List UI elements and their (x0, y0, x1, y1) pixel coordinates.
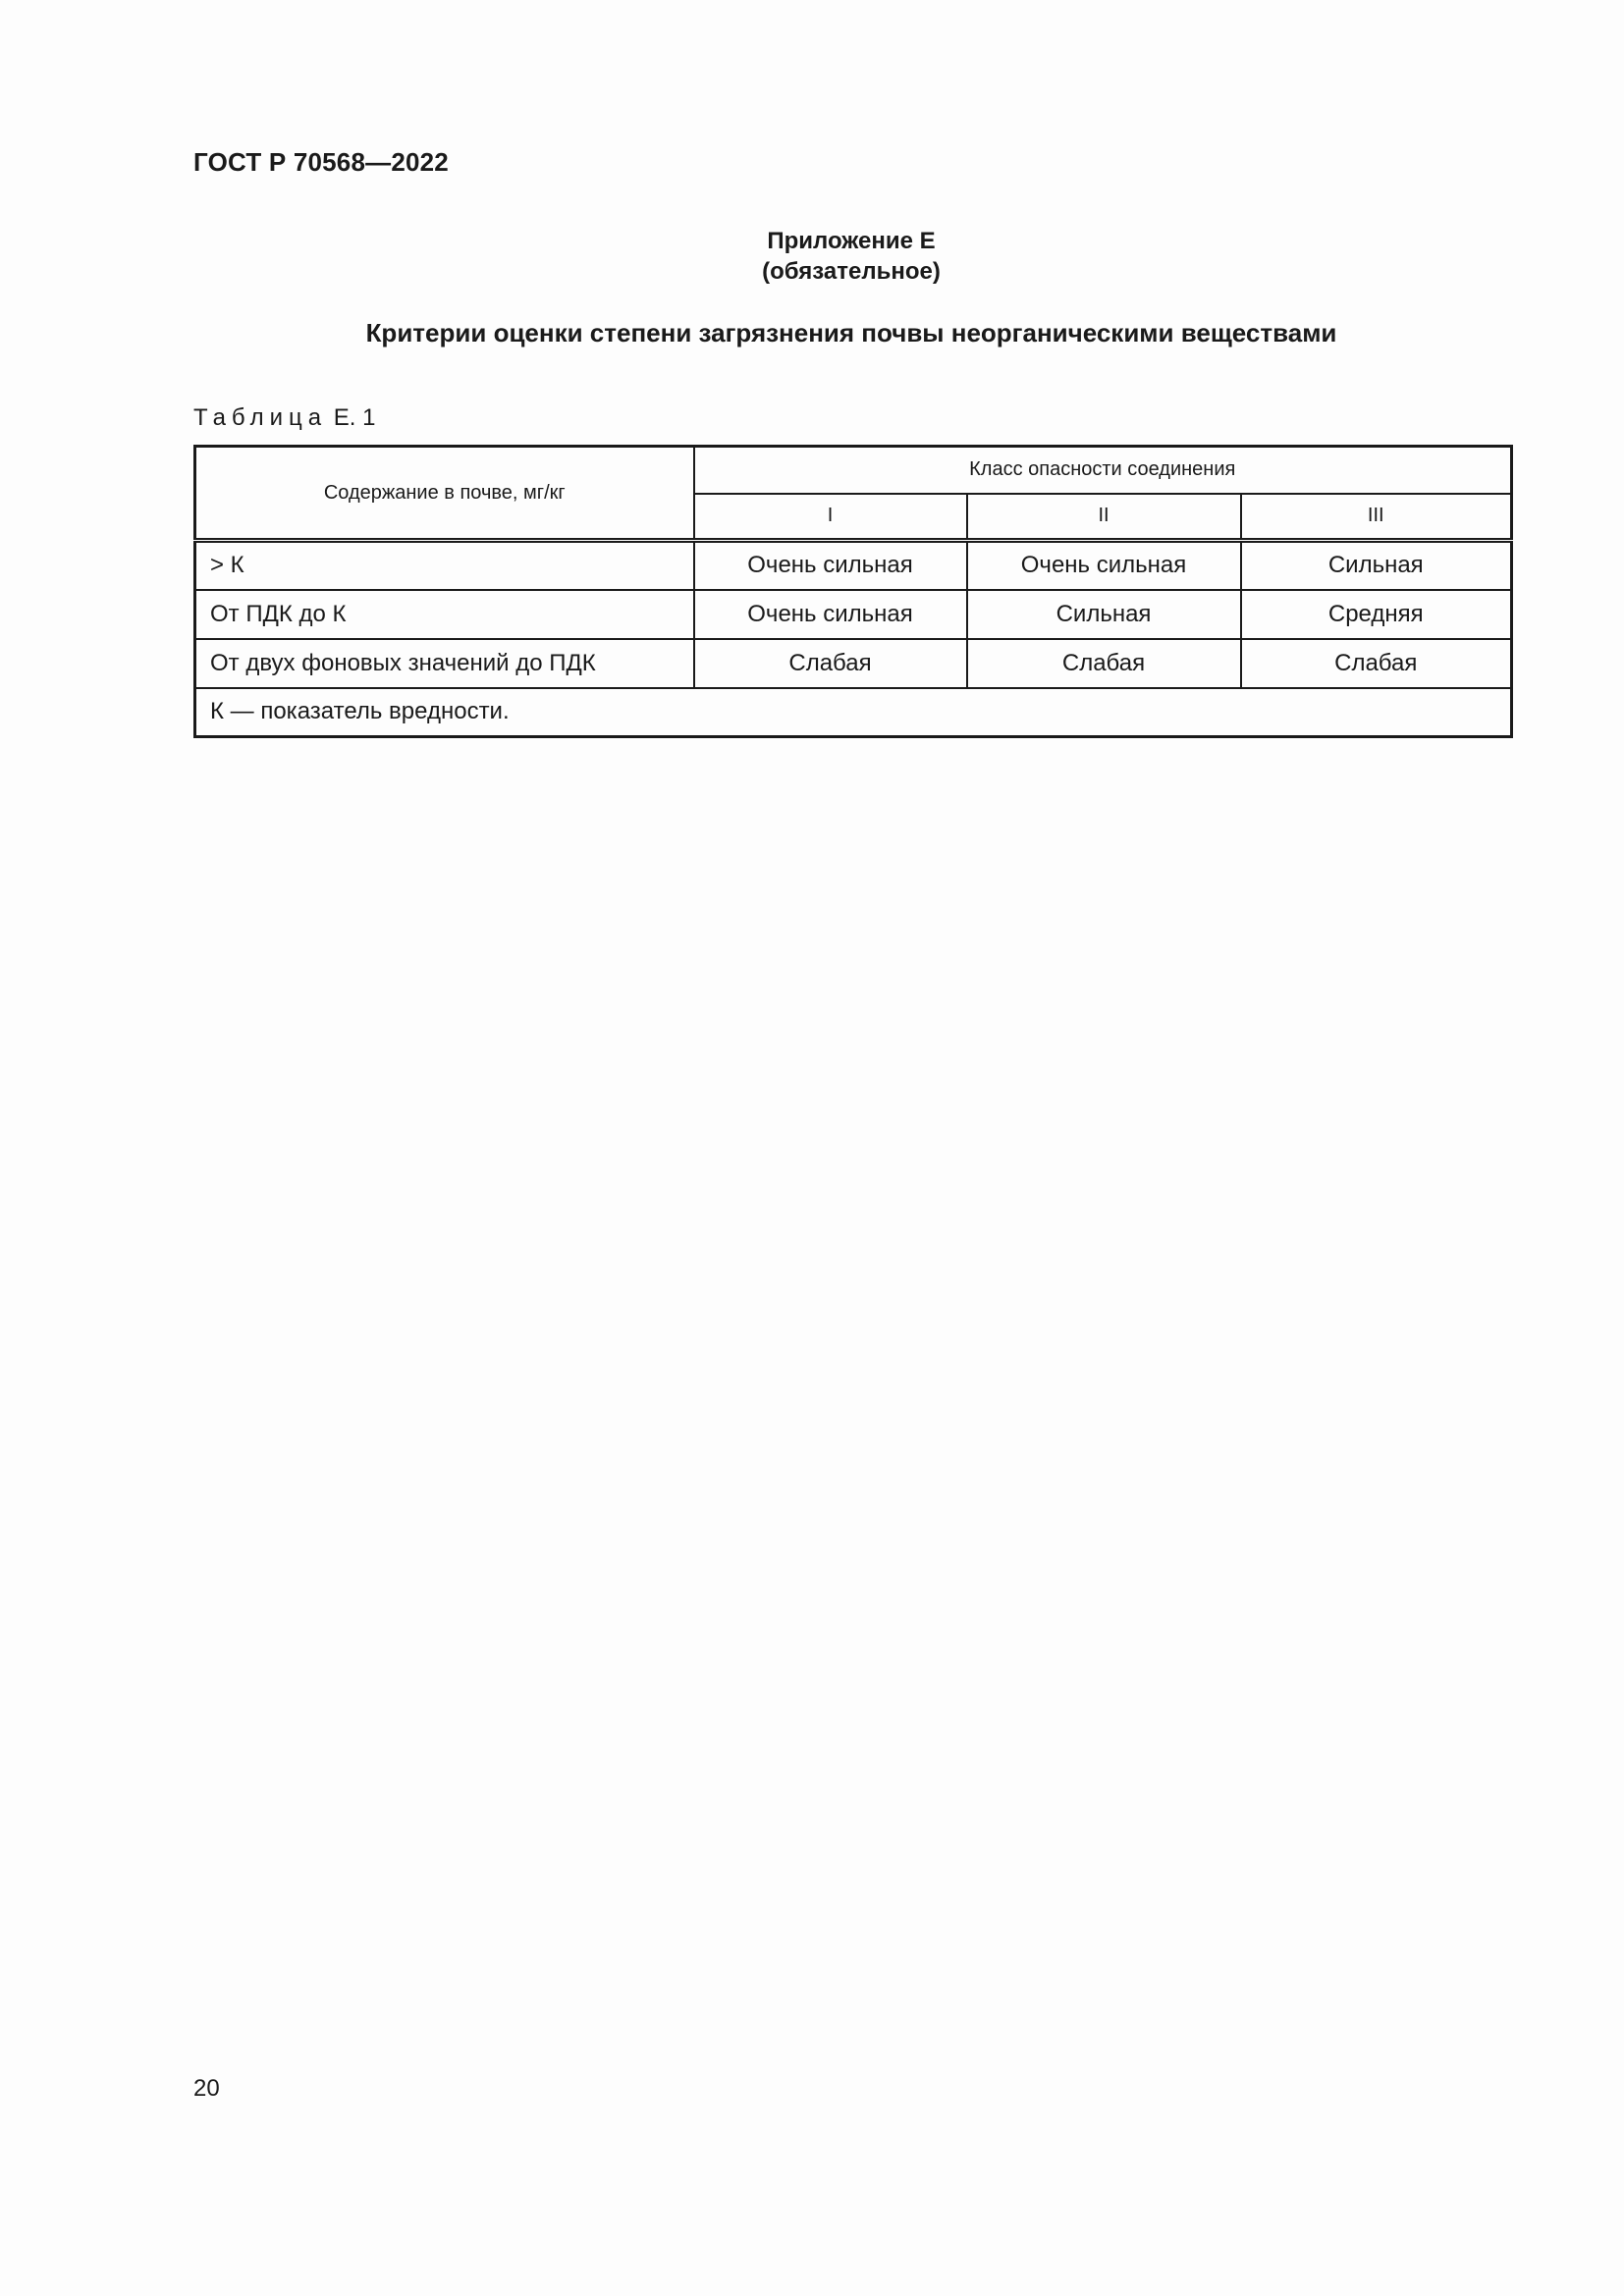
column-header-i: I (694, 494, 967, 541)
table-cell: Очень сильная (694, 590, 967, 639)
appendix-title: Приложение Е (767, 228, 936, 254)
table-row (195, 590, 1512, 639)
table-cell: Очень сильная (967, 541, 1241, 590)
column-header-ii: II (967, 494, 1241, 541)
table-cell: Слабая (1241, 639, 1512, 688)
table-cell: Сильная (1241, 541, 1512, 590)
table-cell: Слабая (694, 639, 967, 688)
table-cell: Сильная (967, 590, 1241, 639)
section-title: Критерии оценки степени загрязнения почвы неорганическими веществами (365, 318, 1337, 347)
table-cell: Очень сильная (694, 541, 967, 590)
appendix-status: (обязательное) (762, 258, 941, 285)
row-label: От ПДК до К (195, 590, 694, 639)
group-header-cell: Класс опасности соединения (694, 447, 1512, 494)
table-row (195, 639, 1512, 688)
criteria-table (193, 445, 1513, 738)
table-note: К — показатель вредности. (195, 688, 1512, 737)
document-code: ГОСТ Р 70568—2022 (193, 147, 449, 177)
appendix-heading (193, 226, 1509, 287)
table-header-row (195, 447, 1512, 494)
table-row (195, 541, 1512, 590)
table-caption-number: Е. 1 (333, 404, 376, 431)
row-label: > К (195, 541, 694, 590)
column-header-iii: III (1241, 494, 1512, 541)
table-note-row (195, 688, 1512, 737)
row-header-cell: Содержание в почве, мг/кг (195, 447, 694, 541)
page-number: 20 (193, 2075, 220, 2102)
table-cell: Средняя (1241, 590, 1512, 639)
table-caption (193, 404, 375, 432)
table-caption-word: Таблица (193, 404, 328, 431)
table-cell: Слабая (967, 639, 1241, 688)
row-label: От двух фоновых значений до ПДК (195, 639, 694, 688)
